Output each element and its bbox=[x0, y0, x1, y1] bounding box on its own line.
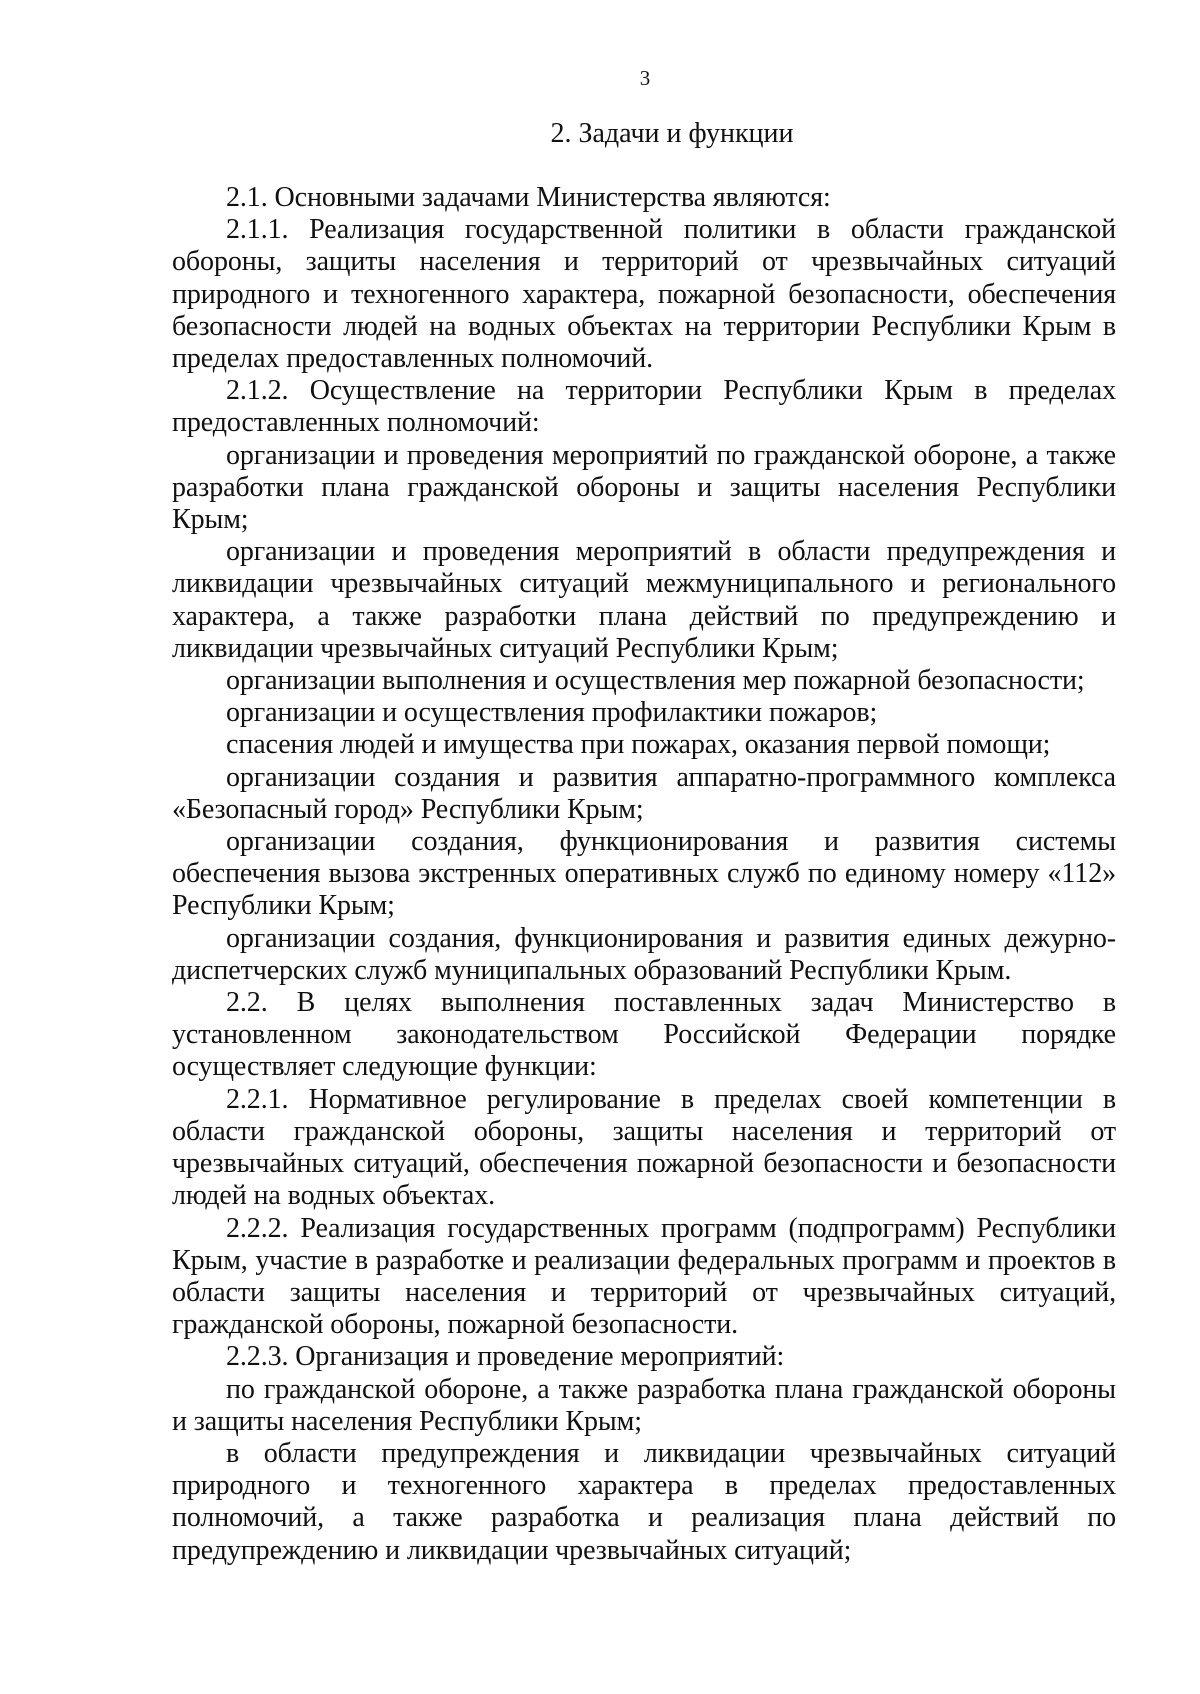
list-item-rescue: спасения людей и имущества при пожарах, оказания первой помощи; bbox=[226, 729, 1051, 761]
list-item-fire-prevention: организации и осуществления профилактики пожаров; bbox=[226, 697, 878, 729]
list-item-dispatch-services: организации создания, функционирования и развития единых дежурно-диспетчерских служб муниципальных образований Республики Крым. bbox=[172, 922, 1116, 986]
page-number: 3 bbox=[639, 66, 651, 90]
paragraph-2-2-3: 2.2.3. Организация и проведение мероприятий: bbox=[226, 1341, 785, 1373]
paragraph-2-2-1: 2.2.1. Нормативное регулирование в пределах своей компетенции в области гражданской обороны, защиты населения и территорий от чрезвычайных ситуаций, обеспечения пожарной безопасности и безопасности людей на водных объектах. bbox=[172, 1083, 1116, 1212]
paragraph-2-2-2: 2.2.2. Реализация государственных программ (подпрограмм) Республики Крым, участие в разработке и реализации федеральных программ и проектов в области защиты населения и территорий от чрезвычайных ситуаций, гражданской обороны, пожарной безопасности. bbox=[172, 1212, 1116, 1341]
paragraph-2-1-2: 2.1.2. Осуществление на территории Республики Крым в пределах предоставленных полномочий: bbox=[172, 375, 1116, 439]
list-item-emergency-prevention: организации и проведения мероприятий в области предупреждения и ликвидации чрезвычайных ситуаций межмуниципального и регионального характера, а также разработки плана действий по предупреждению и ликвидации чрезвычайных ситуаций Республики Крым; bbox=[172, 536, 1116, 664]
list-item-112-system: организации создания, функционирования и развития системы обеспечения вызова экстренных оперативных служб по единому номеру «112» Республики Крым; bbox=[172, 826, 1116, 922]
paragraph-2-1-1: 2.1.1. Реализация государственной политики в области гражданской обороны, защиты населения и территорий от чрезвычайных ситуаций природного и техногенного характера, пожарной безопасности, обеспечения безопасности людей на водных объектах на территории Республики Крым в пределах предоставленных полномочий. bbox=[172, 214, 1116, 375]
list-item-emergency-action-plan: в области предупреждения и ликвидации чрезвычайных ситуаций природного и техногенного характера в пределах предоставленных полномочий, а также разработка и реализация плана действий по предупреждению и ликвидации чрезвычайных ситуаций; bbox=[172, 1437, 1116, 1566]
list-item-civil-defense: организации и проведения мероприятий по гражданской обороне, а также разработки плана гражданской обороны и защиты населения Республики Крым; bbox=[172, 439, 1116, 536]
document-body bbox=[172, 182, 1116, 1567]
list-item-safe-city: организации создания и развития аппаратно-программного комплекса «Безопасный город» Республики Крым; bbox=[172, 761, 1116, 825]
list-item-fire-safety-measures: организации выполнения и осуществления мер пожарной безопасности; bbox=[226, 665, 1085, 697]
paragraph-2-2: 2.2. В целях выполнения поставленных задач Министерство в установленном законодательством Российской Федерации порядке осуществляет следующие функции: bbox=[172, 987, 1116, 1083]
paragraph-2-1: 2.1. Основными задачами Министерства являются: bbox=[226, 182, 831, 213]
section-title: 2. Задачи и функции bbox=[550, 118, 794, 149]
list-item-civil-defense-plan: по гражданской обороне, а также разработка плана гражданской обороны и защиты населения Республики Крым; bbox=[172, 1373, 1116, 1437]
